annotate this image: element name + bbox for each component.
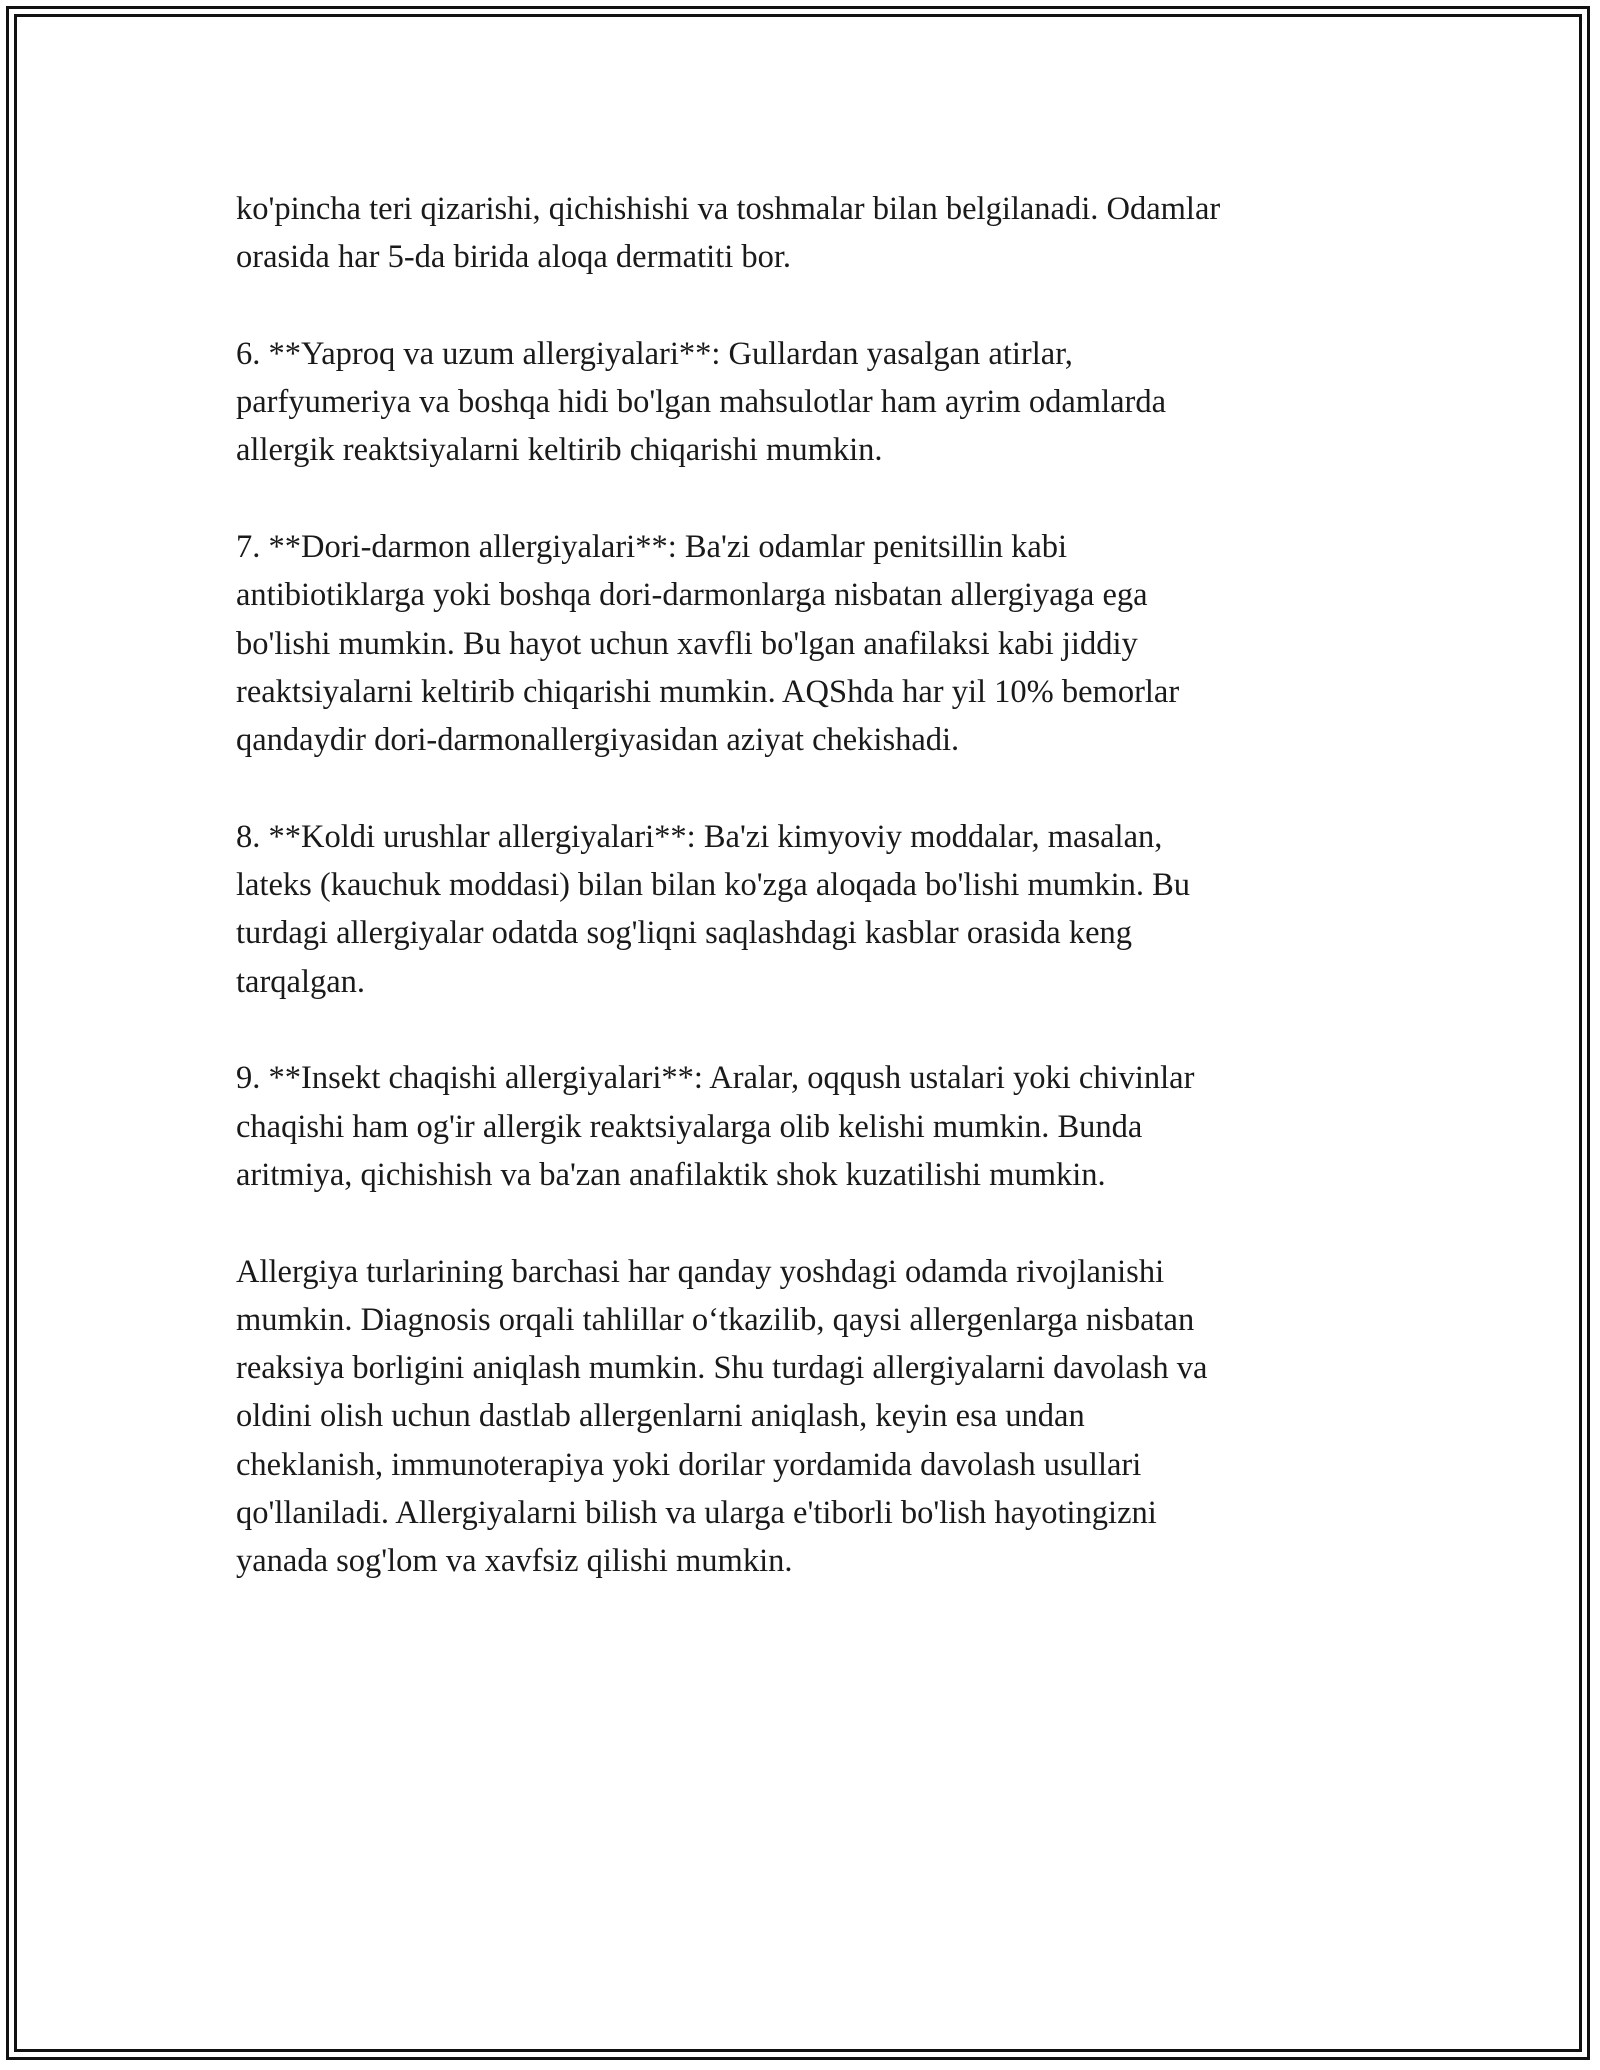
paragraph-item-9: [236, 1054, 1366, 1199]
text-line: oldini olish uchun dastlab allergenlarni aniqlash, keyin esa undan: [236, 1398, 1085, 1435]
document-body: [236, 185, 1366, 1586]
text-line: Allergiya turlarining barchasi har qanday yoshdagi odamda rivojlanishi: [236, 1253, 1165, 1290]
text-line: antibiotiklarga yoki boshqa dori-darmonlarga nisbatan allergiyaga ega: [236, 577, 1148, 614]
text-line: tarqalgan.: [236, 963, 366, 1000]
text-line: turdagi allergiyalar odatda sog'liqni saqlashdagi kasblar orasida keng: [236, 915, 1133, 952]
text-line: qo'llaniladi. Allergiyalarni bilish va ularga e'tiborli bo'lish hayotingizni: [236, 1495, 1157, 1532]
text-line: bo'lishi mumkin. Bu hayot uchun xavfli bo'lgan anafilaksi kabi jiddiy: [236, 625, 1138, 662]
text-line: chaqishi ham og'ir allergik reaktsiyalarga olib kelishi mumkin. Bunda: [236, 1108, 1143, 1145]
text-line: qandaydir dori-darmonallergiyasidan aziyat chekishadi.: [236, 722, 960, 759]
text-line: aritmiya, qichishish va ba'zan anafilaktik shok kuzatilishi mumkin.: [236, 1156, 1106, 1193]
text-line: ko'pincha teri qizarishi, qichishishi va toshmalar bilan belgilanadi. Odamlar: [236, 191, 1221, 227]
text-line: reaktsiyalarni keltirib chiqarishi mumkin. AQShda har yil 10% bemorlar: [236, 673, 1180, 710]
text-line: mumkin. Diagnosis orqali tahlillar o‘tkazilib, qaysi allergenlarga nisbatan: [236, 1301, 1195, 1338]
text-line: 8. **Koldi urushlar allergiyalari**: Ba'zi kimyoviy moddalar, masalan,: [236, 818, 1163, 855]
text-line: 7. **Dori-darmon allergiyalari**: Ba'zi odamlar penitsillin kabi: [236, 529, 1068, 566]
text-line: parfyumeriya va boshqa hidi bo'lgan mahsulotlar ham ayrim odamlarda: [236, 384, 1167, 421]
text-line: reaksiya borligini aniqlash mumkin. Shu turdagi allergiyalarni davolash va: [236, 1350, 1208, 1387]
text-line: cheklanish, immunoterapiya yoki dorilar yordamida davolash usullari: [236, 1446, 1142, 1483]
text-line: orasida har 5-da birida aloqa dermatiti bor.: [236, 239, 792, 276]
text-line: 6. **Yaproq va uzum allergiyalari**: Gullardan yasalgan atirlar,: [236, 335, 1073, 372]
text-line: 9. **Insekt chaqishi allergiyalari**: Aralar, oqqush ustalari yoki chivinlar: [236, 1060, 1195, 1097]
text-line: allergik reaktsiyalarni keltirib chiqarishi mumkin.: [236, 432, 883, 469]
paragraph-item-7: [236, 523, 1366, 764]
paragraph-item-6: [236, 330, 1366, 475]
paragraph-item-8: [236, 813, 1366, 1006]
paragraph-conclusion: [236, 1248, 1366, 1586]
text-line: yanada sog'lom va xavfsiz qilishi mumkin.: [236, 1543, 793, 1580]
text-line: lateks (kauchuk moddasi) bilan bilan ko'zga aloqada bo'lishi mumkin. Bu: [236, 867, 1191, 904]
paragraph-contact-dermatitis-continued: [236, 185, 1366, 282]
